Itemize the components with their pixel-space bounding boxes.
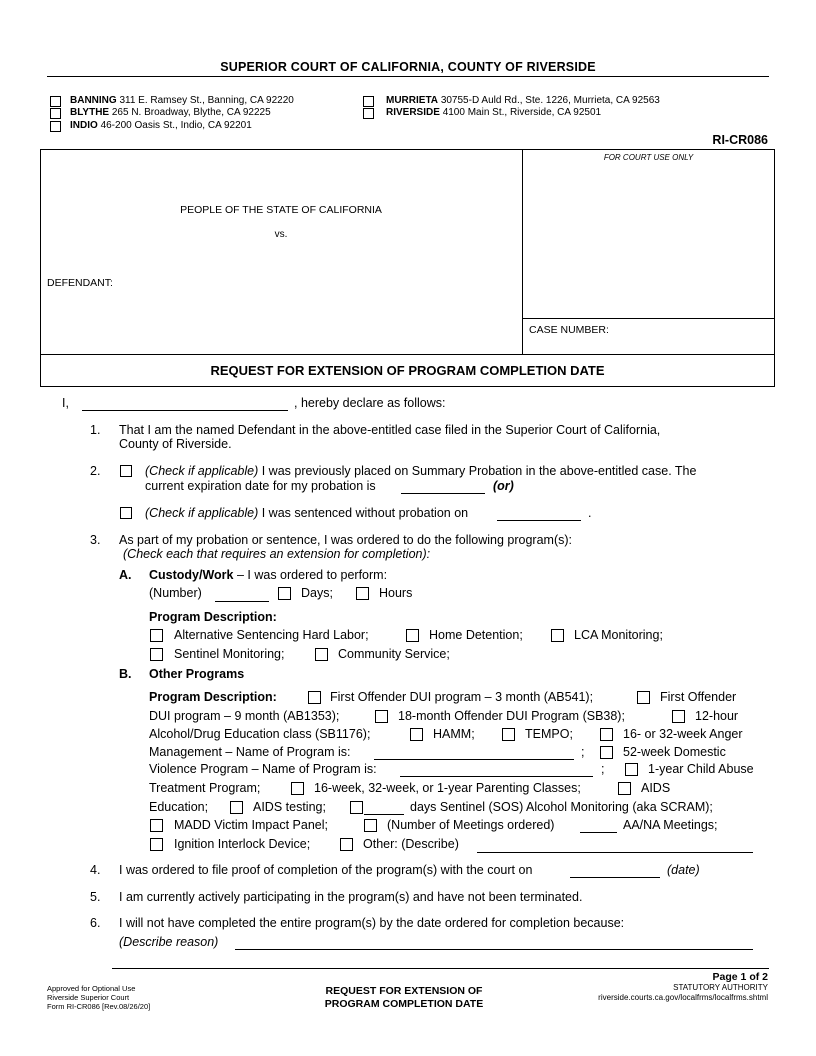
- tempo-checkbox[interactable]: [502, 728, 515, 741]
- sentence-date-field[interactable]: [497, 520, 581, 521]
- location-riverside: RIVERSIDE 4100 Main St., Riverside, CA 92501: [386, 107, 602, 118]
- item2-line1: (Check if applicable) I was previously placed on Summary Probation in the above-entitled case. The: [145, 464, 697, 478]
- community-service-checkbox[interactable]: [315, 648, 328, 661]
- program-description-b: Program Description:: [149, 690, 277, 704]
- number-label: (Number): [149, 586, 202, 600]
- proof-date-field[interactable]: [570, 877, 660, 878]
- caption-divider-v: [522, 149, 523, 355]
- item3-line2: (Check each that requires an extension for completion):: [123, 547, 431, 561]
- vs-label: vs.: [274, 229, 288, 240]
- item4-number: 4.: [90, 863, 101, 877]
- item1-line2: County of Riverside.: [119, 437, 232, 451]
- hard-labor-label: Alternative Sentencing Hard Labor;: [174, 628, 369, 642]
- ignition-interlock-label: Ignition Interlock Device;: [174, 837, 311, 851]
- indio-checkbox[interactable]: [50, 121, 61, 132]
- item6-text: I will not have completed the entire program(s) by the date ordered for completion because:: [119, 916, 625, 930]
- lca-monitoring-label: LCA Monitoring;: [574, 628, 663, 642]
- child-abuse-label-a: 1-year Child Abuse: [648, 762, 754, 776]
- intro-declare: , hereby declare as follows:: [294, 396, 446, 410]
- anger-management-checkbox[interactable]: [600, 728, 613, 741]
- caption-divider-h: [40, 354, 775, 355]
- parenting-classes-label: 16-week, 32-week, or 1-year Parenting Classes;: [314, 781, 581, 795]
- sentinel-sos-label: days Sentinel (SOS) Alcohol Monitoring (aka SCRAM);: [410, 800, 713, 814]
- anger-semicolon: ;: [581, 745, 585, 759]
- footer-rule: [112, 968, 769, 969]
- item4-date-label: (date): [667, 863, 700, 877]
- item2-or: (or): [493, 479, 514, 493]
- location-blythe: BLYTHE 265 N. Broadway, Blythe, CA 92225: [70, 107, 271, 118]
- statutory-authority: STATUTORY AUTHORITY: [673, 983, 768, 992]
- sentinel-monitoring-label: Sentinel Monitoring;: [174, 647, 285, 661]
- caption-box: [40, 149, 775, 387]
- item2b-line: (Check if applicable) I was sentenced without probation on: [145, 506, 469, 520]
- court-use-label: FOR COURT USE ONLY: [603, 153, 694, 162]
- domestic-violence-label-a: 52-week Domestic: [623, 745, 726, 759]
- sentinel-monitoring-checkbox[interactable]: [150, 648, 163, 661]
- item1-number: 1.: [90, 423, 101, 437]
- summary-probation-checkbox[interactable]: [120, 465, 132, 477]
- education-12hour-label-b: Alcohol/Drug Education class (SB1176);: [149, 727, 371, 741]
- days-label: Days;: [301, 586, 333, 600]
- dv-program-name-field[interactable]: [400, 776, 593, 777]
- home-detention-checkbox[interactable]: [406, 629, 419, 642]
- item3-line1: As part of my probation or sentence, I was ordered to do the following program(s):: [119, 533, 573, 547]
- approved-line3: Form RI-CR086 [Rev.08/26/20]: [47, 1002, 151, 1011]
- sentinel-days-field[interactable]: [364, 814, 404, 815]
- hard-labor-checkbox[interactable]: [150, 629, 163, 642]
- item5-number: 5.: [90, 890, 101, 904]
- aids-education-label-b: Education;: [149, 800, 209, 814]
- child-abuse-label-b: Treatment Program;: [149, 781, 261, 795]
- footer-title-1: REQUEST FOR EXTENSION OF: [325, 985, 483, 997]
- meetings-count-field[interactable]: [580, 832, 617, 833]
- dui-9month-label-a: First Offender: [660, 690, 737, 704]
- item6-number: 6.: [90, 916, 101, 930]
- people-label: PEOPLE OF THE STATE OF CALIFORNIA: [180, 204, 382, 216]
- item3-number: 3.: [90, 533, 101, 547]
- education-12hour-checkbox[interactable]: [672, 710, 685, 723]
- item2-line2: current expiration date for my probation is: [145, 479, 376, 493]
- no-probation-checkbox[interactable]: [120, 507, 132, 519]
- days-checkbox[interactable]: [278, 587, 291, 600]
- other-program-checkbox[interactable]: [340, 838, 353, 851]
- form-id: RI-CR086: [712, 133, 768, 147]
- intro-i: I,: [62, 396, 69, 410]
- item1-line1: That I am the named Defendant in the above-entitled case filed in the Superior Court of California,: [119, 423, 661, 437]
- dui-3month-checkbox[interactable]: [308, 691, 321, 704]
- madd-panel-checkbox[interactable]: [150, 819, 163, 832]
- section-b-title: Other Programs: [149, 667, 245, 681]
- dui-9month-label-b: DUI program – 9 month (AB1353);: [149, 709, 340, 723]
- hamm-checkbox[interactable]: [410, 728, 423, 741]
- caption-divider-case: [522, 318, 775, 319]
- dv-semicolon: ;: [601, 762, 605, 776]
- madd-panel-label: MADD Victim Impact Panel;: [174, 818, 328, 832]
- approved-line2: Riverside Superior Court: [47, 993, 130, 1002]
- sentinel-sos-checkbox[interactable]: [350, 801, 363, 814]
- footer-title-2: PROGRAM COMPLETION DATE: [324, 998, 484, 1010]
- hours-checkbox[interactable]: [356, 587, 369, 600]
- riverside-checkbox[interactable]: [363, 108, 374, 119]
- item2b-period: .: [588, 506, 592, 520]
- custody-number-field[interactable]: [215, 601, 269, 602]
- domestic-violence-checkbox[interactable]: [600, 746, 613, 759]
- aids-education-checkbox[interactable]: [618, 782, 631, 795]
- defendant-label: DEFENDANT:: [47, 277, 113, 289]
- location-indio: INDIO 46-200 Oasis St., Indio, CA 92201: [70, 120, 252, 131]
- item2-number: 2.: [90, 464, 101, 478]
- other-description-field[interactable]: [477, 852, 753, 853]
- reason-field[interactable]: [235, 949, 753, 950]
- section-b-label: B.: [119, 667, 132, 681]
- item4-text: I was ordered to file proof of completion of the program(s) with the court on: [119, 863, 533, 877]
- item5-text: I am currently actively participating in the program(s) and have not been terminated.: [119, 890, 583, 904]
- domestic-violence-label-b: Violence Program – Name of Program is:: [149, 762, 377, 776]
- hours-label: Hours: [379, 586, 413, 600]
- page-number: Page 1 of 2: [712, 971, 768, 983]
- probation-expiration-field[interactable]: [401, 493, 485, 494]
- aa-na-checkbox[interactable]: [364, 819, 377, 832]
- program-description-a: Program Description:: [149, 610, 277, 624]
- lca-monitoring-checkbox[interactable]: [551, 629, 564, 642]
- section-a-title: Custody/Work – I was ordered to perform:: [149, 568, 388, 582]
- aids-education-label-a: AIDS: [641, 781, 671, 795]
- banning-checkbox[interactable]: [50, 96, 61, 107]
- anger-management-label-b: Management – Name of Program is:: [149, 745, 351, 759]
- other-program-label: Other: (Describe): [363, 837, 459, 851]
- meetings-ordered-label: (Number of Meetings ordered): [387, 818, 555, 832]
- parenting-classes-checkbox[interactable]: [291, 782, 304, 795]
- anger-management-label-a: 16- or 32-week Anger: [623, 727, 743, 741]
- home-detention-label: Home Detention;: [429, 628, 523, 642]
- location-murrieta: MURRIETA 30755-D Auld Rd., Ste. 1226, Murrieta, CA 92563: [386, 95, 660, 106]
- community-service-label: Community Service;: [338, 647, 450, 661]
- dui-18month-label: 18-month Offender DUI Program (SB38);: [398, 709, 625, 723]
- approved-line1: Approved for Optional Use: [47, 984, 136, 993]
- section-a-label: A.: [119, 568, 132, 582]
- education-12hour-label-a: 12-hour: [695, 709, 739, 723]
- case-number-label: CASE NUMBER:: [529, 324, 609, 336]
- blythe-checkbox[interactable]: [50, 108, 61, 119]
- item6-reason-label: (Describe reason): [119, 935, 219, 949]
- location-banning: BANNING 311 E. Ramsey St., Banning, CA 92220: [70, 95, 294, 106]
- declarant-name-field[interactable]: [82, 410, 288, 411]
- court-name: SUPERIOR COURT OF CALIFORNIA, COUNTY OF RIVERSIDE: [220, 60, 596, 74]
- form-title: REQUEST FOR EXTENSION OF PROGRAM COMPLETION DATE: [210, 363, 605, 378]
- child-abuse-checkbox[interactable]: [625, 763, 638, 776]
- aa-na-label: AA/NA Meetings;: [623, 818, 718, 832]
- aids-testing-label: AIDS testing;: [253, 800, 326, 814]
- murrieta-checkbox[interactable]: [363, 96, 374, 107]
- forms-url[interactable]: riverside.courts.ca.gov/localfrms/localfrms.shtml: [598, 993, 768, 1002]
- header-rule: [47, 76, 769, 77]
- dui-3month-label: First Offender DUI program – 3 month (AB541);: [330, 690, 594, 704]
- dui-18month-checkbox[interactable]: [375, 710, 388, 723]
- ignition-interlock-checkbox[interactable]: [150, 838, 163, 851]
- aids-testing-checkbox[interactable]: [230, 801, 243, 814]
- tempo-label: TEMPO;: [525, 727, 573, 741]
- anger-program-name-field[interactable]: [374, 759, 574, 760]
- hamm-label: HAMM;: [433, 727, 475, 741]
- dui-9month-checkbox[interactable]: [637, 691, 650, 704]
